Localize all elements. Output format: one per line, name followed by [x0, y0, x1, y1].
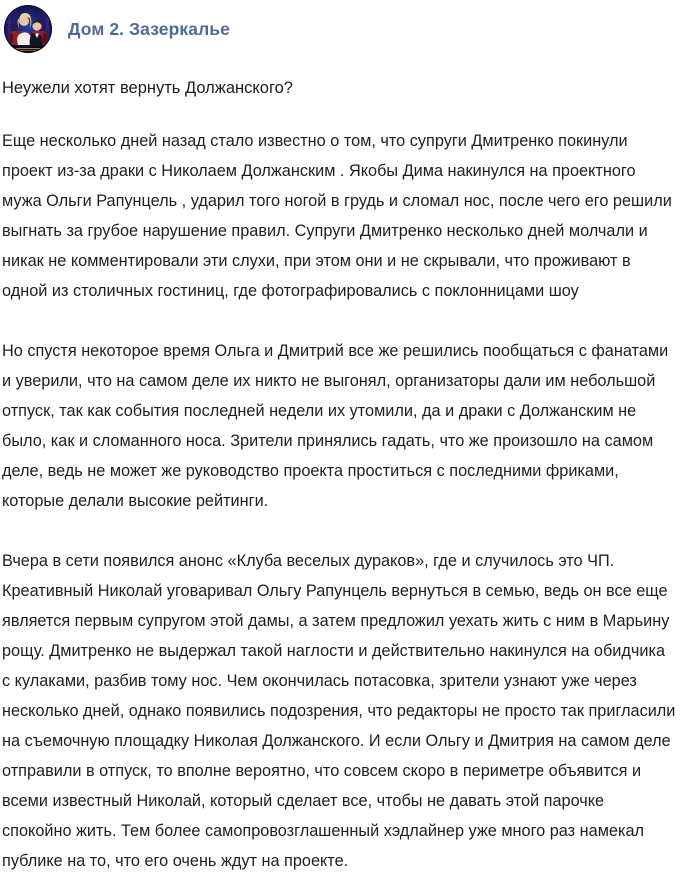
article-body	[2, 126, 676, 876]
avatar-image	[4, 5, 52, 53]
article-paragraph: Но спустя некоторое время Ольга и Дмитрий все же решились пообщаться с фанатами и уверили, что на самом деле их никто не выгонял, организаторы дали им небольшой отпуск, так как события последней недели их утомили, да и драки с Должанским не было, как и сломанного носа. Зрители принялись гадать, что же произошло на самом деле, ведь не может же руководство проекта проститься с последними фриками, которые делали высокие рейтинги.	[2, 342, 669, 511]
post-header	[0, 0, 680, 58]
article	[0, 78, 680, 876]
article-paragraph: Еще несколько дней назад стало известно о том, что супруги Дмитренко покинули проект из-за драки с Николаем Должанским . Якобы Дима накинулся на проектного мужа Ольги Рапунцель , ударил того ногой в грудь и сломал нос, после чего его решили выгнать за грубое нарушение правил. Супруги Дмитренко несколько дней молчали и никак не комментировали эти слухи, при этом они и не скрывали, что проживают в одной из столичных гостиниц, где фотографировались с поклонницами шоу	[2, 132, 672, 301]
channel-title[interactable]: Дом 2. Зазеркалье	[68, 18, 231, 39]
page-title: Неужели хотят вернуть Должанского?	[2, 79, 293, 97]
article-paragraph: Вчера в сети появился анонс «Клуба веселых дураков», где и случилось это ЧП. Креативный Николай уговаривал Ольгу Рапунцель вернуться в семью, ведь он все еще является первым супругом этой дамы, а затем предложил уехать жить с ним в Марьину рощу. Дмитренко не выдержал такой наглости и действительно накинулся на обидчика с кулаками, разбив тому нос. Чем окончилась потасовка, зрители узнают уже через несколько дней, однако появились подозрения, что редакторы не просто так пригласили на съемочную площадку Николая Должанского. И если Ольгу и Дмитрия на самом деле отправили в отпуск, то вполне вероятно, что совсем скоро в периметре объявится и всеми известный Николай, который сделает все, чтобы не давать этой парочке спокойно жить. Тем более самопровозглашенный хэдлайнер уже много раз намекал публике на то, что его очень ждут на проекте.	[2, 552, 676, 871]
avatar[interactable]	[4, 5, 52, 53]
